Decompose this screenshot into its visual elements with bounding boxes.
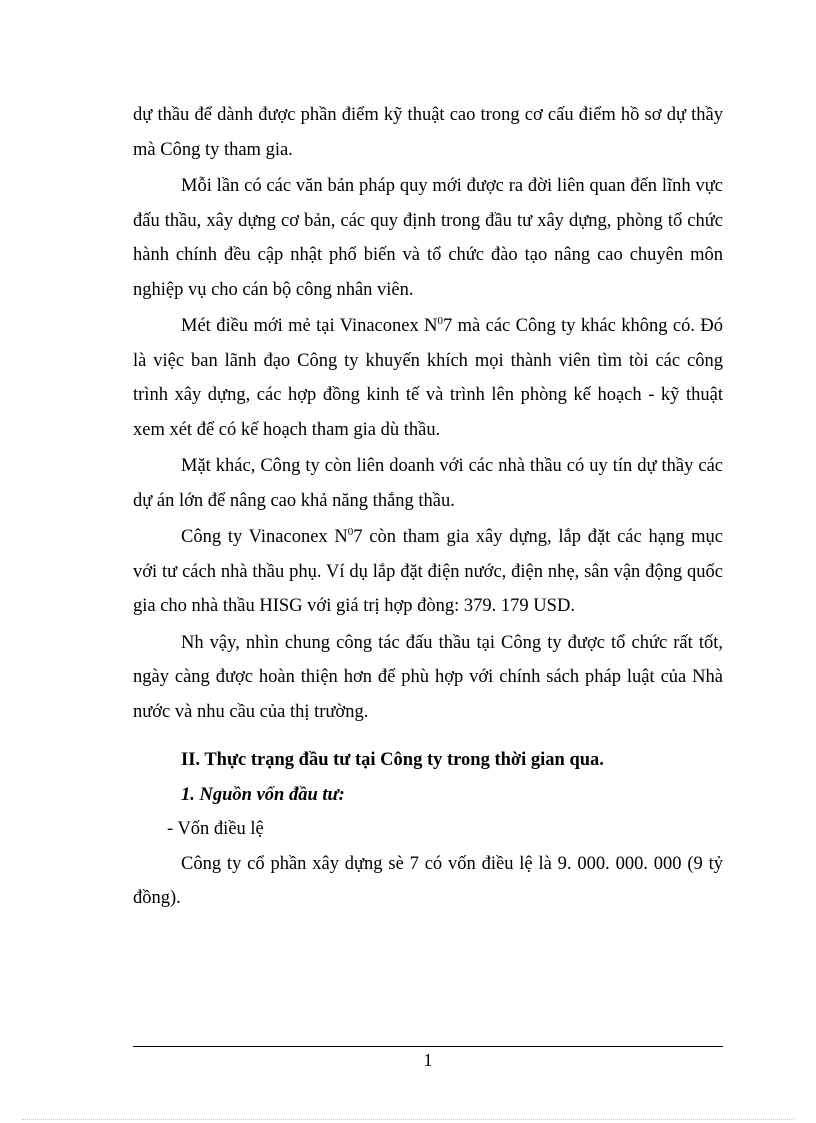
- paragraph-continuation: dự thầu để dành được phần điểm kỹ thuật cao trong cơ cấu điểm hồ sơ dự thầy mà Công ty tham gia.: [133, 105, 723, 160]
- paragraph-text-part: 7 còn tham gia xây dựng, lắp đặt các hạng mục với tư cách nhà thầu phụ. Ví dụ lắp đặt điện nước, điện nhẹ, sân vận động quốc gia cho nhà thầu HISG với giá trị hợp đòng: 379. 179 USD.: [133, 527, 723, 616]
- footer-divider: [133, 1046, 723, 1047]
- paragraph-joint-venture: Mặt khác, Công ty còn liên doanh với các nhà thầu có uy tín dự thầy các dự án lớn để nâng cao khả năng thắng thầu.: [133, 456, 723, 511]
- paragraph-charter-capital: Công ty cổ phần xây dựng sè 7 có vốn điều lệ là 9. 000. 000. 000 (9 tỷ đồng).: [133, 853, 723, 908]
- list-item-charter-capital: - Vốn điều lệ: [167, 819, 264, 839]
- paragraph-summary: Nh vậy, nhìn chung công tác đấu thầu tại Công ty được tổ chức rất tốt, ngày càng được hoàn thiện hơn để phù hợp với chính sách pháp luật của Nhà nước và nhu cầu của thị trường.: [133, 632, 723, 722]
- superscript-o: 0: [437, 315, 443, 327]
- page-bottom-border: [22, 1119, 794, 1120]
- section-heading: II. Thực trạng đầu tư tại Công ty trong thời gian qua.: [181, 750, 604, 770]
- paragraph-subcontractor: [133, 520, 723, 624]
- paragraph-text-part: Mét điều mới mẻ tại Vinaconex N: [181, 316, 438, 336]
- page-body: [133, 98, 723, 916]
- superscript-o: 0: [347, 526, 354, 538]
- paragraph-vinaconex-initiative: [133, 309, 723, 447]
- page-number: 1: [423, 1050, 433, 1070]
- paragraph-text-part: Công ty Vinaconex N: [181, 527, 348, 547]
- subsection-heading: 1. Nguồn vốn đầu tư:: [181, 784, 345, 805]
- paragraph-text-part: 7 mà các Công ty khác không có. Đó là việc ban lãnh đạo Công ty khuyến khích mọi thành viên tìm tòi các công trình xây dựng, các hợp đồng kinh tế và trình lên phòng kế hoạch - kỹ thuật xem xét để có kế hoạch tham gia dù thầu.: [133, 316, 723, 440]
- paragraph-legal-updates: Mỗi lần có các văn bản pháp quy mới được ra đời liên quan đến lĩnh vực đấu thầu, xây dựng cơ bản, các quy định trong đầu tư xây dựng, phòng tổ chức hành chính đều cập nhật phổ biến và tổ chức đào tạo nâng cao chuyên môn nghiệp vụ cho cán bộ công nhân viên.: [133, 176, 723, 300]
